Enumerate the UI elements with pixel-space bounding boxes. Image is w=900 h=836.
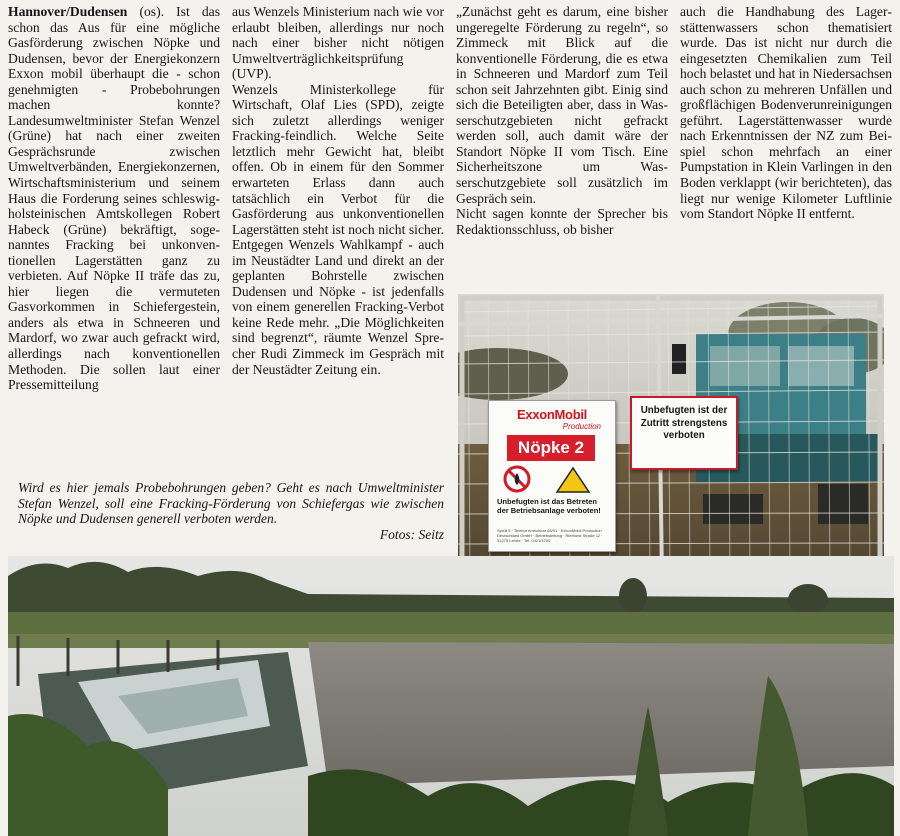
exxonmobil-sign: [488, 400, 616, 552]
article-column-2: [232, 4, 444, 466]
article-paragraph: Wenzels Ministerkollege für Wirtschaft, Olaf Lies (SPD), zeigte sich zuletzt allerdings weniger Fracking-feindlich. Welche Seite letztlich mehr Gewicht hat, bleibt offen. Ob in einem für den Sommer erwarteten Erlass dann auch tatsächlich ein Verbot für die Gasförderung aus unkonventionellen Lagerstätten steht ist noch nicht sicher. Entgegen Wenzels Wahlkampf - auch im Neustädter Land und direkt an der geplanten Bohrstelle zwischen Dudensen und Nöpke - ist jedenfalls von einem generellen Fracking-Verbot keine Rede mehr. „Die Möglichkeiten sind begrenzt“, räumte Wenzel Sprecher Rudi Zimmeck im Gespräch mit der Neustädter Zeitung ein.: [232, 81, 444, 377]
article-paragraph: aus Wenzels Ministerium nach wie vor erlaubt bleiben, allerdings nur noch nach einer bisher nicht nötigen Umweltverträglichkeitsprüfung (UVP).: [232, 4, 444, 82]
photo-caption-box: [8, 472, 454, 556]
sign-site-name: Nöpke 2: [507, 435, 595, 461]
photo-caption: [18, 480, 444, 542]
no-entry-text: Unbefugten ist der Zutritt strengstens verboten: [640, 405, 728, 441]
article-paragraph: Nicht sagen konnte der Sprecher bis Redaktionsschluss, ob bisher: [456, 206, 668, 237]
photo-credit: Fotos: Seitz: [379, 526, 444, 542]
caption-text: Wird es hier jemals Probebohrungen geben? Geht es nach Umweltminister Stefan Wenzel, soll eine Fracking-Förderung von Schiefergas wie zwischen Nöpke und Dudensen generell verboten werden.: [18, 480, 444, 526]
no-entry-sign: [630, 396, 738, 470]
sign-fine-print: Sprüll 5 · Telefon erreichbar 08/01 · ExxonMobil Production Deutschland GmbH · Betriebsleitung · Riethorst Straße 12 · 31275 Lehrte · Tel. 0421/4700: [497, 528, 603, 543]
article-column-3: [456, 4, 668, 294]
article-column-1: [8, 4, 220, 466]
sign-warning-text: Unbefugten ist das Betreten der Betriebsanlage verboten!: [497, 497, 601, 515]
photo-gate-signs: [458, 294, 884, 580]
explosion-warning-icon: [557, 468, 589, 492]
hazard-icons: [503, 465, 603, 495]
field-scene-graphic: [8, 556, 894, 836]
dateline: Hannover/Dudensen: [8, 4, 128, 19]
article-column-4: [680, 4, 892, 294]
article-paragraph: „Zunächst geht es darum, eine bisher ungeregelte Förderung zu regeln“, so Zimmeck mit Blick auf die konventionelle Förderung, die es etwa in Schneeren und Mardorf zum Teil schon seit Jahrzehnten gibt. Einig sind sich die Beteiligten aber, dass in Wasserschutzgebieten nicht gefrackt werden soll, auch damit wäre der Standort Nöpke II vom Tisch. Eine Sicherheitszone um Wasserschutzgebiete soll zusätzlich im Gespräch sein.: [456, 4, 668, 206]
sign-subtitle: Production: [562, 422, 601, 431]
article-paragraph: auch die Handhabung des Lagerstättenwassers schon thematisiert wurde. Das ist nicht nur durch die eingesetzten Chemikalien zum Teil hoch belastet und hat in Niedersachsen auch schon zu mehreren Unfällen und großflächigen Bodenverunreinigungen geführt. Lagerstättenwasser wurde nach Erkenntnissen der NZ zum Beispiel schon mehrfach an einer Pumpstation in Klein Varlingen in den Boden verklappt (wir berichteten), das liegt nur wenige Kilometer Luftlinie vom Standort Nöpke II entfernt.: [680, 4, 892, 222]
photo-drill-site-field: [8, 556, 894, 836]
article-text-col1: (os). Ist das schon das Aus für eine mögliche Gasförderung zwischen Nöpke und Dudensen, bevor der Energiekonzern Exxon mobil überhaupt die - schon genehmigten - Probebohrungen machen konnte? Landesumweltminister Stefan Wenzel (Grüne) hat nach einer zweiten Gesprächsrunde zwischen Umweltverbänden, Energiekonzernen, Wirtschaftsministerium und seinem Haus die Forderung seines schleswig-holsteinischen Amtskollegen Robert Habeck (Grüne) bekräftigt, sogenanntes Fracking bei unkonventionellen Lagerstätten ganz zu verbieten. Auf Nöpke II träfe das zu, hier liegen die vermuteten Gasvorkommen in Schiefergestein, anders als etwa in Schneeren und Mardorf, wo zwar auch gefrackt wird, allerdings nach konventionellen Methoden. Die sollen laut einer Pressemitteilung: [8, 4, 220, 393]
sign-logo: ExxonMobil: [517, 407, 587, 422]
